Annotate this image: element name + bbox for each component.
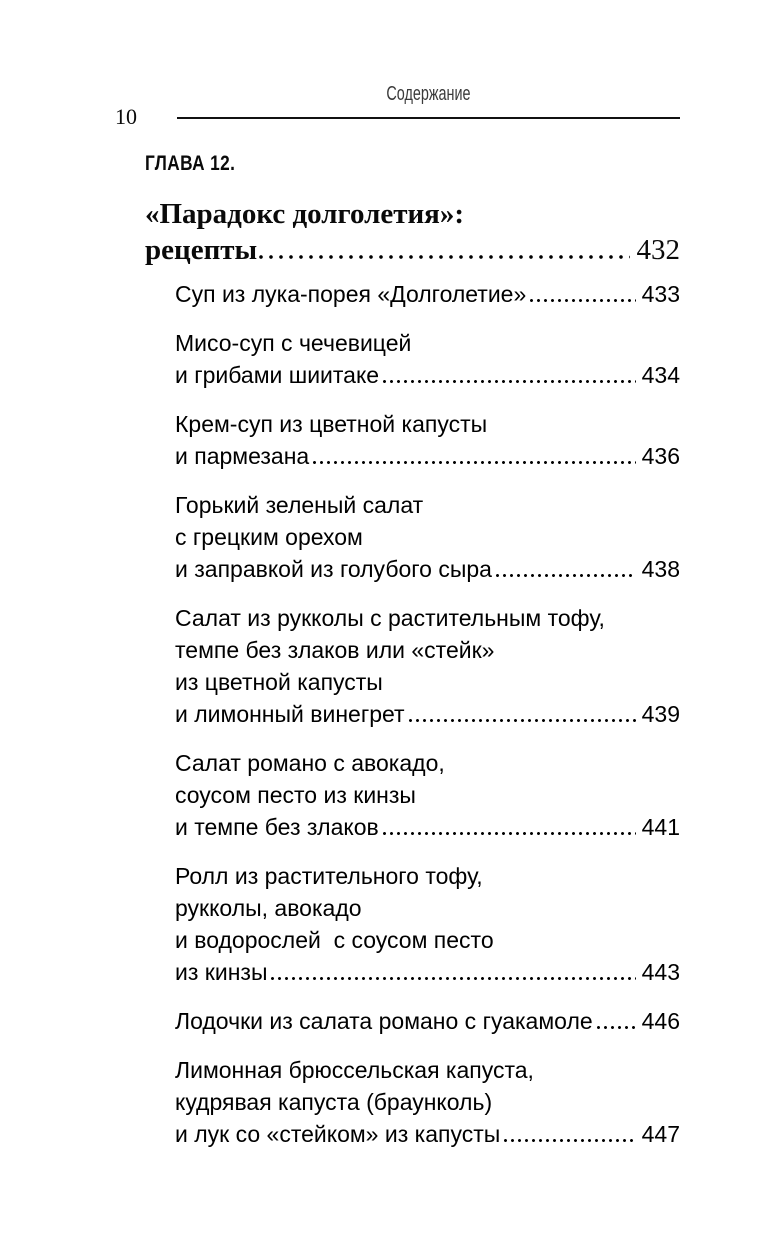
toc-entry bbox=[175, 327, 680, 391]
entry-line: и лук со «стейком» из капусты bbox=[175, 1121, 501, 1147]
entry-last-line bbox=[175, 359, 680, 391]
entry-page-number: 433 bbox=[641, 281, 680, 307]
entry-line: и грибами шиитаке bbox=[175, 362, 380, 388]
toc-content bbox=[145, 152, 680, 1150]
dot-leader bbox=[383, 832, 636, 835]
entry-line: темпе без злаков или «стейк» bbox=[175, 637, 495, 663]
toc-entries bbox=[175, 278, 680, 1150]
dot-leader bbox=[496, 574, 636, 577]
entry-page-number: 434 bbox=[641, 362, 680, 388]
dot-leader bbox=[313, 461, 635, 464]
entry-last-line bbox=[175, 440, 680, 472]
entry-line: и заправкой из голубого сыра bbox=[175, 556, 492, 582]
toc-entry bbox=[175, 602, 680, 730]
entry-page-number: 438 bbox=[641, 556, 680, 582]
entry-line: кудрявая капуста (браунколь) bbox=[175, 1089, 493, 1115]
entry-last-line bbox=[175, 956, 680, 988]
entry-line: Суп из лука-порея «Долголетие» bbox=[175, 281, 527, 307]
dot-leader bbox=[259, 255, 629, 259]
entry-line: Лимонная брюссельская капуста, bbox=[175, 1057, 534, 1083]
dot-leader bbox=[409, 719, 636, 722]
entry-line: рукколы, авокадо bbox=[175, 895, 362, 921]
dot-leader bbox=[383, 380, 636, 383]
entry-last-line bbox=[175, 278, 680, 310]
toc-entry bbox=[175, 860, 680, 988]
toc-entry bbox=[175, 1005, 680, 1037]
chapter-title-block bbox=[145, 196, 680, 268]
entry-line: и лимонный винегрет bbox=[175, 701, 405, 727]
entry-last-line bbox=[175, 553, 680, 585]
entry-line: и водорослей с соусом песто bbox=[175, 927, 494, 953]
toc-entry bbox=[175, 408, 680, 472]
entry-last-line bbox=[175, 811, 680, 843]
entry-line: из кинзы bbox=[175, 959, 268, 985]
entry-last-line bbox=[175, 698, 680, 730]
toc-entry bbox=[175, 1054, 680, 1150]
chapter-page-number: 432 bbox=[636, 234, 680, 266]
header-rule bbox=[177, 117, 680, 119]
dot-leader bbox=[271, 977, 635, 980]
entry-page-number: 436 bbox=[641, 443, 680, 469]
chapter-title-line: рецепты bbox=[145, 234, 258, 266]
chapter-label bbox=[145, 152, 680, 175]
entry-line: Мисо-суп с чечевицей bbox=[175, 330, 412, 356]
chapter-label-text: ГЛАВА 12. bbox=[145, 152, 236, 175]
entry-line: Лодочки из салата романо с гуакамоле bbox=[175, 1008, 593, 1034]
entry-page-number: 443 bbox=[641, 959, 680, 985]
entry-line: соусом песто из кинзы bbox=[175, 782, 416, 808]
entry-line: из цветной капусты bbox=[175, 669, 383, 695]
chapter-title-last-line bbox=[145, 232, 680, 268]
entry-line: и темпе без злаков bbox=[175, 814, 379, 840]
entry-line: и пармезана bbox=[175, 443, 310, 469]
entry-line: Салат романо с авокадо, bbox=[175, 750, 445, 776]
entry-page-number: 447 bbox=[641, 1121, 680, 1147]
running-header bbox=[177, 84, 680, 104]
entry-last-line bbox=[175, 1118, 680, 1150]
toc-entry bbox=[175, 278, 680, 310]
chapter-title-line: «Парадокс долголетия»: bbox=[145, 198, 465, 230]
entry-last-line bbox=[175, 1005, 680, 1037]
page-number-folio: 10 bbox=[115, 104, 137, 129]
entry-line: Ролл из растительного тофу, bbox=[175, 863, 483, 889]
dot-leader bbox=[597, 1026, 636, 1029]
toc-entry bbox=[175, 489, 680, 585]
entry-page-number: 446 bbox=[641, 1008, 680, 1034]
entry-page-number: 441 bbox=[641, 814, 680, 840]
entry-line: с грецким орехом bbox=[175, 524, 363, 550]
entry-line: Горький зеленый салат bbox=[175, 492, 424, 518]
toc-entry bbox=[175, 747, 680, 843]
dot-leader bbox=[530, 299, 635, 302]
entry-line: Крем-суп из цветной капусты bbox=[175, 411, 488, 437]
dot-leader bbox=[504, 1139, 635, 1142]
entry-line: Салат из рукколы с растительным тофу, bbox=[175, 605, 605, 631]
entry-page-number: 439 bbox=[641, 701, 680, 727]
running-header-text: Содержание bbox=[386, 83, 471, 105]
